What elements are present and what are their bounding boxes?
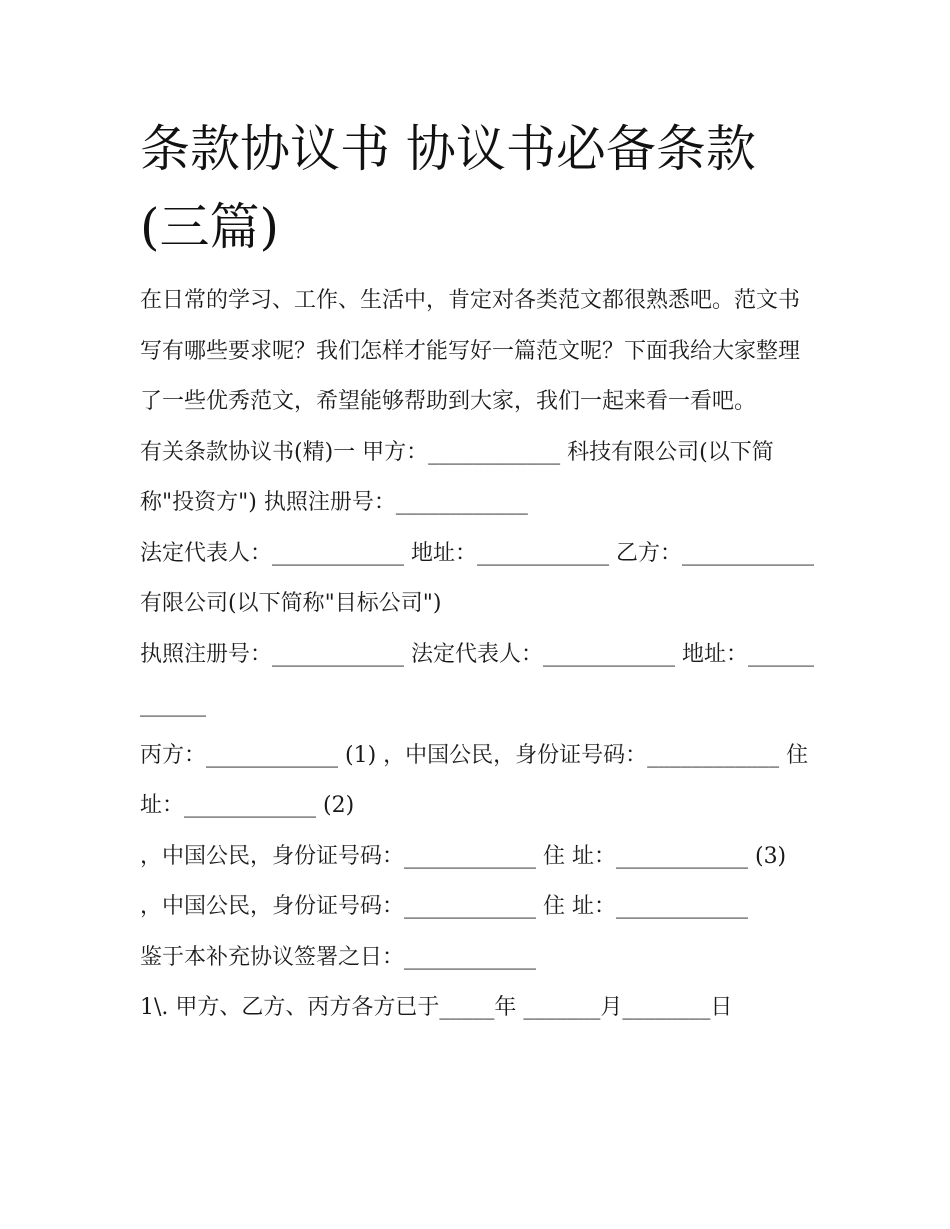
party-c-2-paragraph: ，中国公民，身份证号码：____________ 住 址：____________ (3) <box>140 843 787 869</box>
party-c-paragraph: 丙方：____________ (1) ，中国公民，身份证号码：____________ 住 址：____________ (2) <box>140 742 816 818</box>
party-b-registration-paragraph: 执照注册号：____________ 法定代表人：____________ 地址：____________ <box>140 641 814 717</box>
document-title: 条款协议书 协议书必备条款(三篇) <box>140 120 756 256</box>
document-body <box>140 276 820 1034</box>
party-c-3-paragraph: ，中国公民，身份证号码：____________ 住 址：____________ <box>140 894 748 919</box>
legal-rep-paragraph: 法定代表人：____________ 地址：____________ 乙方：____________ 有限公司(以下简称"目标公司") <box>140 540 821 616</box>
party-a-paragraph: 有关条款协议书(精)一 甲方：____________ 科技有限公司(以下简称"投资方") 执照注册号：____________ <box>140 439 774 515</box>
intro-paragraph: 在日常的学习、工作、生活中，肯定对各类范文都很熟悉吧。范文书写有哪些要求呢？我们怎样才能写好一篇范文呢？下面我给大家整理了一些优秀范文，希望能够帮助到大家，我们一起来看一看吧。 <box>140 288 801 414</box>
recital-paragraph: 鉴于本补充协议签署之日：____________ <box>140 944 537 970</box>
clause-1-paragraph: 1\. 甲方、乙方、丙方各方已于_____年 _______月________日 <box>140 995 733 1020</box>
